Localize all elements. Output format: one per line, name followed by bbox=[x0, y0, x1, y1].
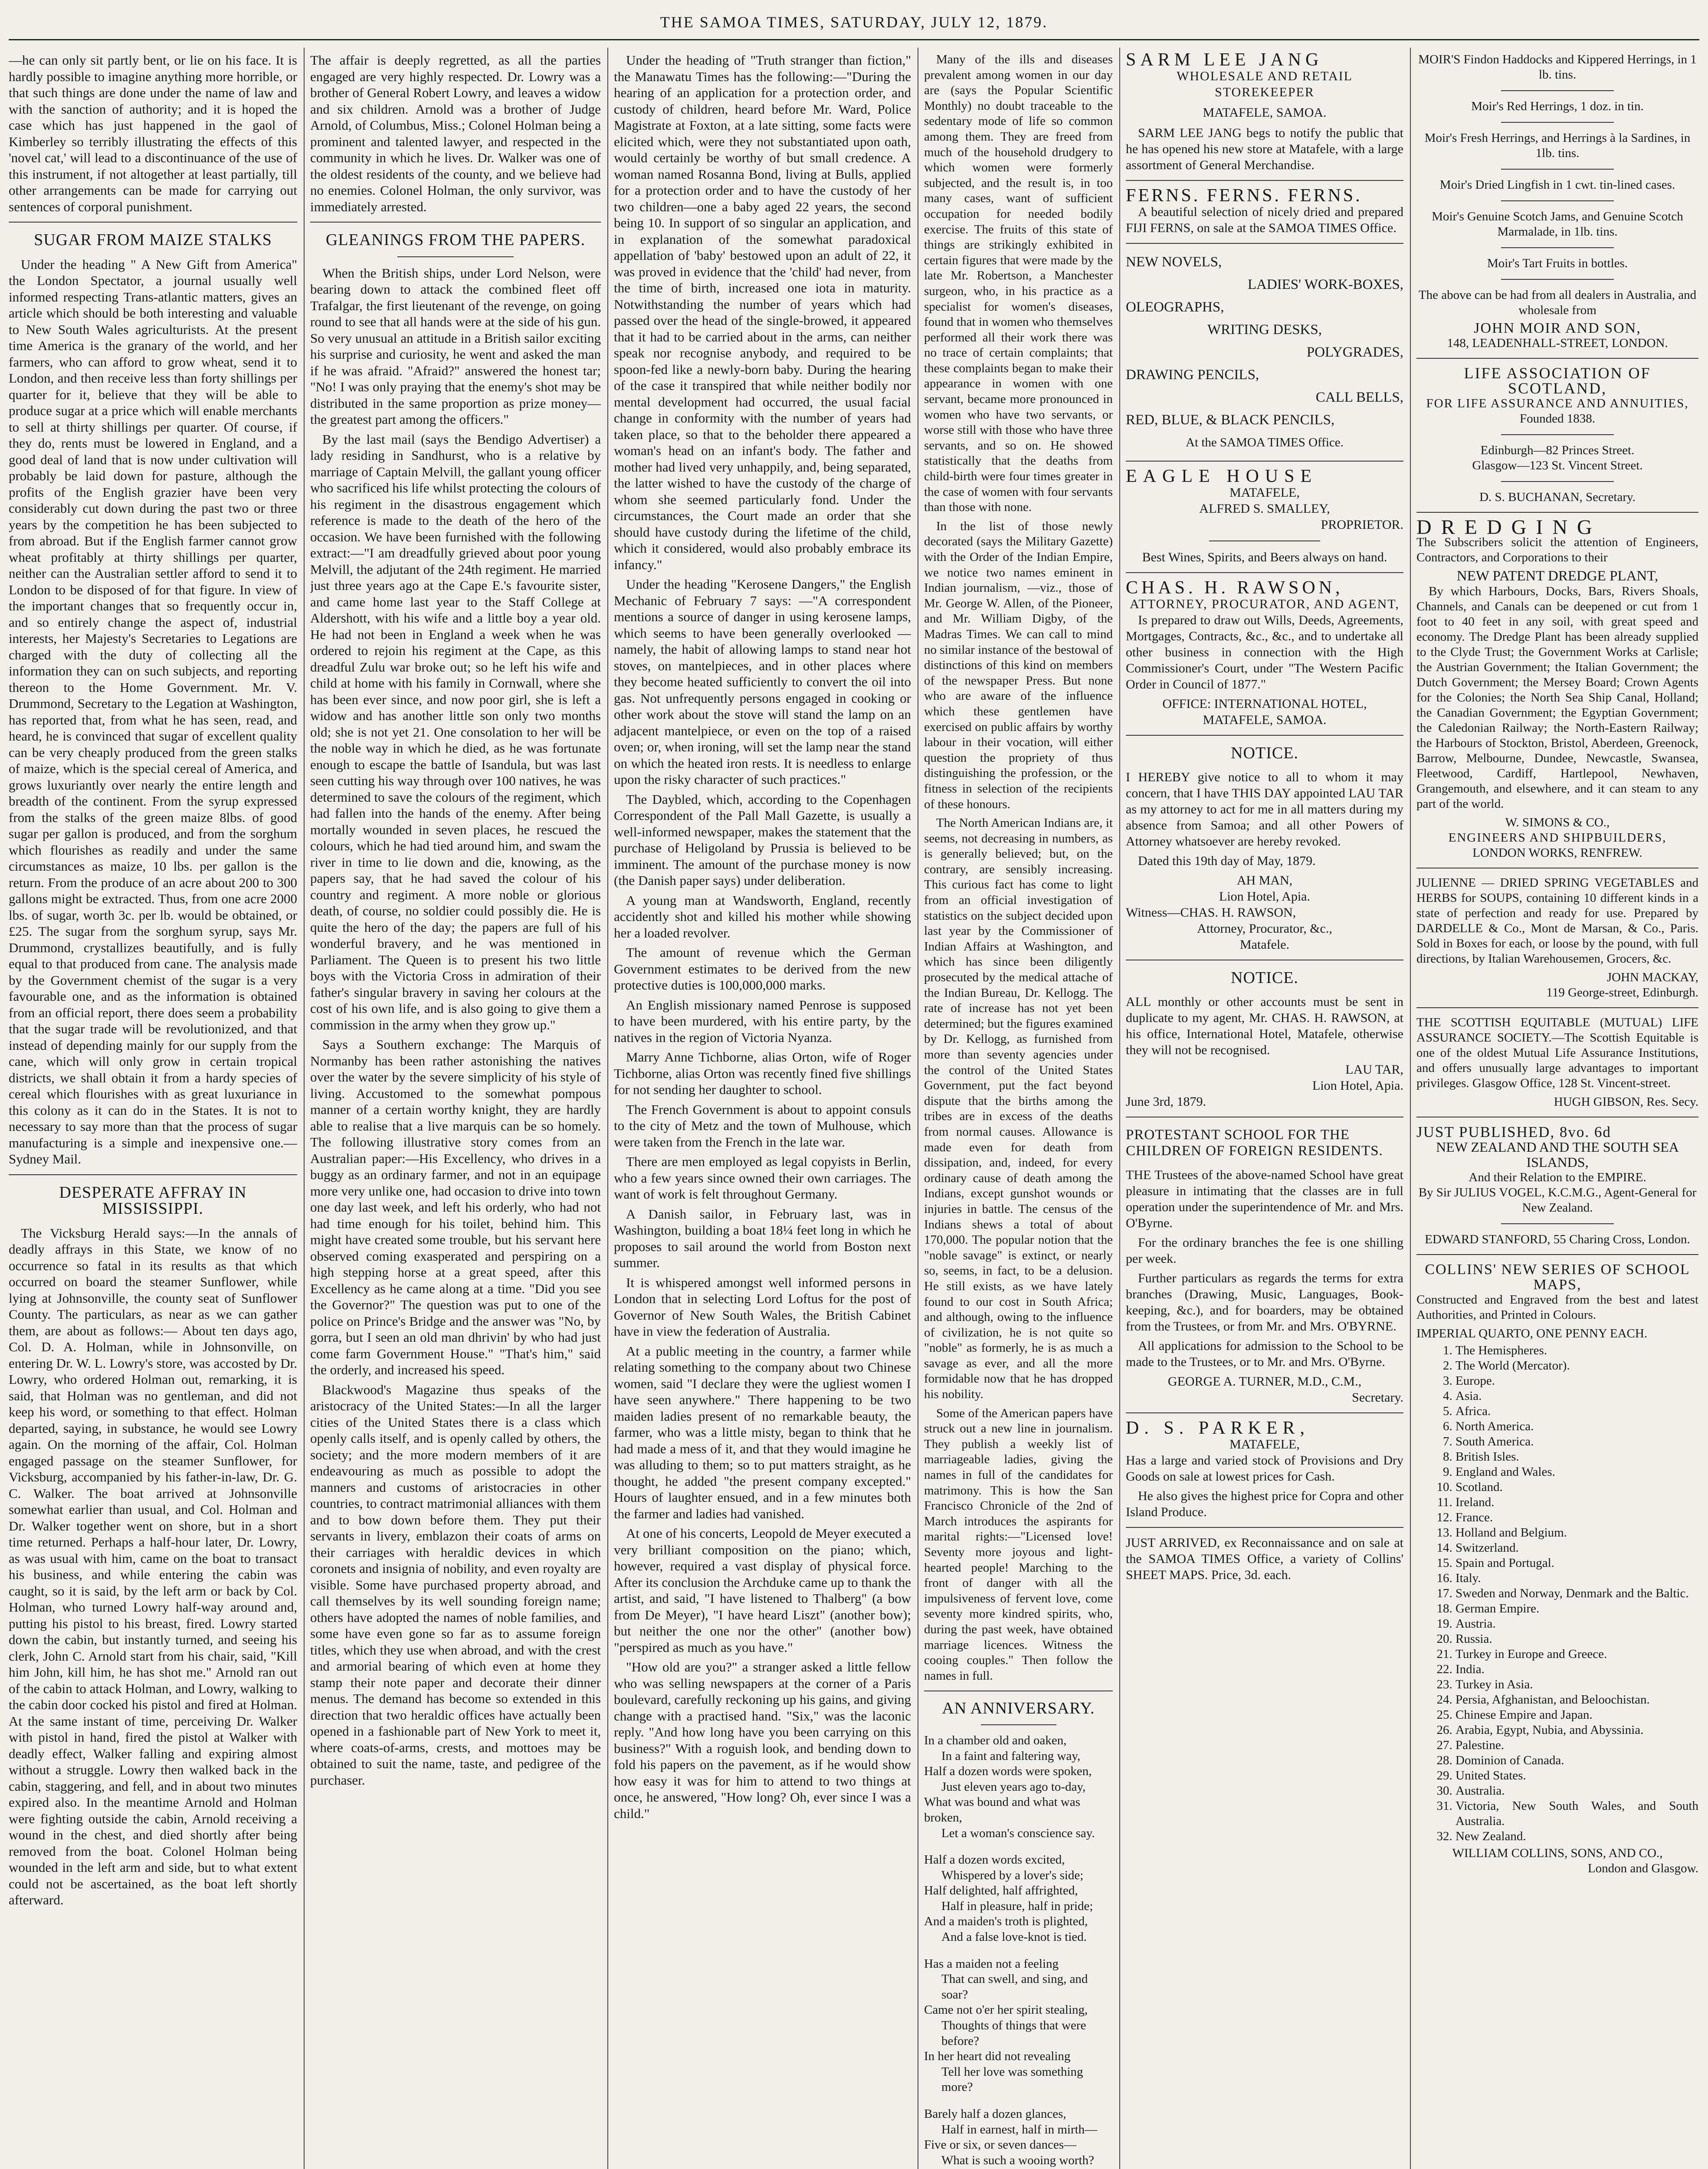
ad-body: Is prepared to draw out Wills, Deeds, Agreements, Mortgages, Contracts, &c., &c., and to undertake all other business in connection with the High Commissioner's Court, under "The Western Pacific Order in Council of 1877." bbox=[1126, 613, 1403, 691]
divider bbox=[1501, 1223, 1614, 1224]
ad-line: CALL BELLS, bbox=[1315, 390, 1403, 405]
poem-line: And a false love-knot is tied. bbox=[941, 1930, 1087, 1944]
ad-line: June 3rd, 1879. bbox=[1126, 1094, 1206, 1109]
ad-line: IMPERIAL QUARTO, ONE PENNY EACH. bbox=[1416, 1327, 1648, 1340]
map-list bbox=[1416, 1343, 1698, 1844]
article-paragraph: The affair is deeply regretted, as all the parties engaged are very highly respected. Dr. Lowry was a brother of General Robert Lowry, and leaves a widow and six children. Arnold was a brother of Judge Arnold, of Columbus, Miss.; Colonel Holman being a prominent and talented lawyer, and respected in the community in which he lives. Dr. Walker was one of the oldest residents of the county, and we believe had no enemies. Colonel Holman, the only survivor, was immediately arrested. bbox=[310, 52, 601, 214]
poem-line: Thoughts of things that were before? bbox=[941, 2018, 1086, 2048]
masthead-rule bbox=[9, 39, 1699, 40]
divider bbox=[1126, 735, 1403, 736]
article-paragraph: It is whispered amongst well informed persons in London that in selecting Lord Loftus for the post of Governor of New South Wales, the British Cabinet have in view the federation of Australia. bbox=[614, 1275, 911, 1339]
ad-subtitle: WHOLESALE AND RETAIL STOREKEEPER bbox=[1177, 69, 1353, 99]
poem-line: In her heart did not revealing bbox=[924, 2049, 1071, 2064]
poem bbox=[924, 1733, 1113, 2169]
divider bbox=[9, 222, 297, 223]
article-paragraph: Under the heading " A New Gift from America" the London Spectator, a journal usually well informed respecting Trans-atlantic matters, gives an article which should be both interesting and valuable to New South Wales agriculturists. At the present time America is the granary of the world, and her farmers, who can afford to grow wheat, send it to London, and then receive less than forty shillings per quarter for it, believe that they will be able to produce sugar at a price which will enable merchants to sell at thirty shillings per quarter. Of course, if they do, rents must be lowered in England, and a good deal of land that is now under cultivation will probably be laid down for pasture, although the profits of the English grazier have been very considerably cut down during the past two or three years by the competition he has been subjected to from abroad. But if the English farmer cannot grow wheat profitably at thirty shillings per quarter, neither can the Australian settler afford to send it to London to be disposed of for that figure. In view of the important changes that so frequently occur in, and so entirely change the aspect of, industrial interests, her Majesty's Secretaries to Legations are charged with the duty of collecting all the information they can on such subjects, and reporting thereon to the Home Government. Mr. V. Drummond, Secretary to the Legation at Washington, has reported that, from what he has seen, read, and heard, he is convinced that sugar of excellent quality can be very cheaply produced from the green stalks of maize, which is the special cereal of America, and grows luxuriantly over nearly the entire length and breadth of the continent. From the syrup expressed from the stalks of the green maize 8lbs. of good sugar per gallon is produced, and from the sorghum which flourishes as readily and under the same circumstances as maize, 10 lbs. per gallon is the return. From the produce of an acre about 200 to 300 gallons might be extracted. Thus, from one acre 2000 lbs. of sugar, worth 3c. per lb. would be obtained, or £25. The sugar from the sorghum syrup, says Mr. Drummond, crystallizes beautifully, and is fully equal to that produced from cane. The analysis made by the Government chemist of the sugar is a very favourable one, and as the information is obtained from an official report, there does seem a probability that the sugar trade will be revolutionized, and that instead of depending mainly for our supply from the cane, which will only grow in certain tropical districts, we shall obtain it from a hardy species of cereal which flourishes with as great luxuriance in this colony as it can do in the States. It is not to necessary to say more than that the process of sugar manufacturing is a simple and inexpensive one.—Sydney Mail. bbox=[9, 256, 297, 1166]
list-item: 10. Scotland. bbox=[1456, 1480, 1698, 1495]
article-paragraph: There are men employed as legal copyists in Berlin, who a few years since owned their own carriages. The want of work is felt throughout Germany. bbox=[614, 1154, 911, 1202]
ad-life-association bbox=[1416, 366, 1698, 505]
poem-line: Half a dozen words excited, bbox=[924, 1853, 1065, 1867]
ad-line: W. SIMONS & CO., bbox=[1505, 816, 1610, 829]
article-paragraph: The amount of revenue which the German Government estimates to be derived from the new protective duties is 100,000,000 marks. bbox=[614, 945, 911, 993]
ad-line: Witness—CHAS. H. RAWSON, bbox=[1126, 905, 1296, 920]
ad-stationery bbox=[1126, 251, 1403, 454]
poem-line: What was bound and what was broken, bbox=[924, 1795, 1080, 1825]
column-6-ads bbox=[1416, 52, 1698, 2169]
article-paragraph: The Daybled, which, according to the Copenhagen Correspondent of the Pall Mall Gazette, is usually a well-informed newspaper, makes the statement that the purchase of Heligoland by Prussia is believed to be imminent. The amount of the purchase money is now (the Danish paper says) under deliberation. bbox=[614, 791, 911, 888]
ad-body: The Subscribers solicit the attention of Engineers, Contractors, and Corporations to their bbox=[1416, 535, 1698, 564]
poem-line: Half a dozen words were spoken, bbox=[924, 1764, 1092, 1779]
ad-line: Lion Hotel, Apia. bbox=[1312, 1078, 1403, 1093]
ad-line: 119 George-street, Edinburgh. bbox=[1546, 986, 1698, 999]
ad-line: JOHN MOIR AND SON, bbox=[1474, 320, 1641, 336]
ad-line: MOIR'S Findon Haddocks and Kippered Herrings, in 1 lb. tins. bbox=[1418, 52, 1697, 82]
ad-line: And their Relation to the EMPIRE. bbox=[1469, 1170, 1646, 1184]
ad-title: FERNS. FERNS. FERNS. bbox=[1126, 186, 1362, 206]
ad-line: 148, LEADENHALL-STREET, LONDON. bbox=[1447, 336, 1668, 350]
ad-line: D. S. BUCHANAN, Secretary. bbox=[1479, 490, 1636, 504]
ad-eagle-house bbox=[1126, 466, 1403, 565]
ad-subtitle: ATTORNEY, PROCURATOR, AND AGENT, bbox=[1130, 597, 1400, 611]
divider bbox=[1416, 512, 1698, 513]
list-item: 32. New Zealand. bbox=[1456, 1829, 1698, 1844]
ad-title: EAGLE HOUSE bbox=[1126, 466, 1318, 486]
list-item: 23. Turkey in Asia. bbox=[1456, 1677, 1698, 1692]
ad-line: LADIES' WORK-BOXES, bbox=[1247, 277, 1403, 292]
list-item: 4. Asia. bbox=[1456, 1389, 1698, 1404]
article-paragraph: Under the heading of "Truth stranger than fiction," the Manawatu Times has the following:—"During the hearing of an application for a protection order, and custody of children, heard before Mr. Ward, Police Magistrate at Foxton, at a late sitting, some facts were elicited which, were they not substantiated upon oath, would certainly be worthy of but small credence. A woman named Rosanna Bond, living at Bulls, applied for a protection order and to have the custody of her two children—one a baby aged 22 years, the second being 10. In support of so singular an application, and in explanation of the somewhat paradoxical appellation of 'baby' bestowed upon an adult of 22, it was proved in evidence that the 'child' had never, from the time of birth, increased one iota in maturity. Notwithstanding the number of years which had passed over the head of the single-browed, it appeared that it had to be carried about in the arms, can neither speak nor recognise anybody, and required to be spoon-fed like a newly-born baby. During the hearing of the case it transpired that while neither bodily nor mental development had occurred, the usual facial change in conformity with the number of years had taken place, so that to the beholder there appeared a woman's head on an infant's body. The father and mother had lived very unhappily, and, being separated, the latter wished to have the custody of the charge of whom she seemed particularly fond. Under the circumstances, the Court made an order that she should have custody during the lifetime of the child, which it considered, would also probably embrace its infancy." bbox=[614, 52, 911, 572]
ad-signature: AH MAN, bbox=[1236, 873, 1293, 888]
poem-line: Half in earnest, half in mirth— bbox=[941, 2122, 1098, 2136]
list-item: 8. British Isles. bbox=[1456, 1449, 1698, 1465]
poem-line: What is such a wooing worth? bbox=[941, 2153, 1094, 2167]
ad-ferns bbox=[1126, 188, 1403, 236]
divider bbox=[310, 222, 601, 223]
article-paragraph: An English missionary named Penrose is supposed to have been murdered, with his entire party, by the natives in the region of Victoria Nyanza. bbox=[614, 997, 911, 1045]
article-paragraph: Many of the ills and diseases prevalent among women in our day are (says the Popular Scientific Monthly) no doubt traceable to the sedentary mode of life so common among them. They are freed from much of the household drudgery to which women were formerly subjected, and the result is, in too many cases, want of sufficient occupation for needed bodily exercise. The fruits of this state of things are strikingly exhibited in certain figures that were made by the late Mr. Robertson, a Manchester surgeon, who, in his practice as a specialist for women's diseases, found that in women who themselves performed all their work there was no trace of certain complaints; that these complaints began to make their appearance in women with one servant, became more pronounced in women who have two servants, or worse still with those who have three servants, and so on. He showed statistically that the deaths from child-birth were four times greater in the case of women with four servants than those with none. bbox=[924, 52, 1113, 514]
list-item: 22. India. bbox=[1456, 1662, 1698, 1677]
list-item: 13. Holland and Belgium. bbox=[1456, 1525, 1698, 1540]
article-paragraph: Says a Southern exchange: The Marquis of Normanby has been rather astonishing the natives over the water by the severe simplicity of his style of living. Accustomed to the somewhat pompous manner of a certain worthy knight, they are hardly able to realise that a live marquis can be so homely. The following illustrative story comes from an Australian paper:—His Excellency, who drives in a buggy as an ordinary farmer, and not in an equipage more very unlike one, had occasion to drive into town one day last week, and left his orderly, who had not had time enough for his toilet, behind him. This might have created some trouble, but his servant here observed coming exasperated and perspiring on a high stepping horse at a great speed, after this Excellency as he came along at a time. "Did you see the Governor?" The question was put to one of the police on Prince's Bridge and the answer was "No, by gorra, but I seen an old man dhrivin' by who had just come farm Government House." "That's him," said the orderly, and increased his speed. bbox=[310, 1037, 601, 1377]
ad-line: Edinburgh—82 Princes Street. bbox=[1480, 443, 1635, 457]
ad-line: By Sir JULIUS VOGEL, K.C.M.G., Agent-General for New Zealand. bbox=[1418, 1186, 1697, 1215]
article-paragraph: Under the heading "Kerosene Dangers," the English Mechanic of February 7 says: —"A correspondent mentions a source of danger in using kerosene lamps, which seems to have been generally overlooked —namely, the habit of allowing lamps to stand near hot stoves, on mantelpieces, and in other places where they become heated sufficiently to convert the oil into gas. Not unfrequently persons engaged in cooking or other work about the stove will stand the lamp on an adjacent mantelpiece, or even on the top of a raised oven; or, when ironing, will set the lamp near the stand on which the heated iron rests. It is needless to enlarge upon the risky character of such practices." bbox=[614, 577, 911, 787]
ad-body: For the ordinary branches the fee is one shilling per week. bbox=[1126, 1235, 1403, 1266]
article-paragraph: The North American Indians are, it seems, not decreasing in numbers, as is generally believed; but, on the contrary, are sensibly increasing. This curious fact has come to light from an official investigation of statistics on the subject decided upon last year by the Commissioner of Indian Affairs at Washington, and which has since been diligently prosecuted by the medical attache of the Indian Bureau, Dr. Kellogg. The rate of increase has not yet been determined; but the figures examined by Dr. Kellogg, as furnished from more than seventy agencies under the control of the United States Government, put the fact beyond dispute that the births among the tribes are in excess of the deaths from normal causes. Allowance is made even for death from dissipation, and, indeed, for every ordinary cause of death among the Indians, except gunshot wounds or injuries in battle. The census of the Indians shews a total of about 170,000. The popular notion that the "noble savage" is extinct, or nearly so, seems, in fact, to be a delusion. He still exists, as we have lately found to our cost in South Africa; and although, owing to the influence of civilization, he is not quite so "noble" as formerly, he is as much a savage as ever, and all the more formidable now that he has dropped his nobility. bbox=[924, 816, 1113, 1402]
ad-body: THE Trustees of the above-named School have great pleasure in intimating that the classes are in full operation under the superintendence of Mr. and Mrs. O'Byrne. bbox=[1126, 1168, 1403, 1230]
divider bbox=[1501, 279, 1614, 280]
column-3 bbox=[614, 52, 911, 2169]
ad-signature: HUGH GIBSON, Res. Secy. bbox=[1554, 1095, 1698, 1109]
ad-body: JULIENNE — DRIED SPRING VEGETABLES and HERBS for SOUPS, containing 10 different kinds in a state of perfection and ready for use. Prepared by DARDELLE & Co., Mont de Marsan, & Co., Paris. Sold in Boxes for each, or loose by the pound, with full directions, by Italian Warehousemen, Grocers, &c. bbox=[1416, 876, 1698, 966]
ad-line: Glasgow—123 St. Vincent Street. bbox=[1472, 459, 1643, 472]
ad-body: Best Wines, Spirits, and Beers always on hand. bbox=[1142, 550, 1387, 564]
list-item: 30. Australia. bbox=[1456, 1783, 1698, 1799]
divider bbox=[1501, 481, 1614, 482]
ad-place: MATAFELE, SAMOA. bbox=[1203, 105, 1327, 120]
poem-line: Half in pleasure, half in pride; bbox=[941, 1899, 1093, 1913]
ad-just-published bbox=[1416, 1124, 1698, 1247]
article-paragraph: A Danish sailor, in February last, was in Washington, building a boat 18¼ feet long in which he proposes to sail around the world from Boston next summer. bbox=[614, 1206, 911, 1270]
list-item: 15. Spain and Portugal. bbox=[1456, 1556, 1698, 1571]
list-item: 6. North America. bbox=[1456, 1419, 1698, 1434]
list-item: 29. United States. bbox=[1456, 1768, 1698, 1783]
ad-title: NOTICE. bbox=[1231, 969, 1298, 987]
article-paragraph: In the list of those newly decorated (says the Military Gazette) with the Order of the Indian Empire, we notice two names eminent in Indian journalism, —viz., those of Mr. George W. Allen, of the Pioneer, and Mr. William Digby, of the Madras Times. We can call to mind no similar instance of the bestowal of distinctions of this kind on members of the newspaper Press. But none who are aware of the influence which these gentlemen have exercised on public affairs by worthy labour in their vocation, will either question the propriety of thus distinguishing the profession, or the fitness in selection of the recipients of these honours. bbox=[924, 519, 1113, 811]
list-item: 24. Persia, Afghanistan, and Beloochistan. bbox=[1456, 1692, 1698, 1707]
divider bbox=[1501, 169, 1614, 170]
ad-line: MATAFELE, bbox=[1229, 485, 1300, 500]
ad-signature: GEORGE A. TURNER, M.D., C.M., bbox=[1167, 1374, 1362, 1389]
poem-line: Let a woman's conscience say. bbox=[941, 1826, 1095, 1840]
ad-body: Further particulars as regards the terms for extra branches (Drawing, Music, Languages, Book-keeping, &c.), and for boarders, may be obtained from the Trustees, or from Mr. and Mrs. O'BYRNE. bbox=[1126, 1271, 1403, 1334]
article-paragraph: "How old are you?" a stranger asked a little fellow who was selling newspapers at the corner of a Paris boulevard, carefully reckoning up his gains, and giving change with a practised hand. "Six," was the laconic reply. "And how long have you been carrying on this business?" With a roguish look, and bending down to fold his papers on the pavement, as if he would show how easy it was for him to attend to two things at once, he answered, "How long? Oh, ever since I was a child." bbox=[614, 1659, 911, 1821]
list-item: 18. German Empire. bbox=[1456, 1601, 1698, 1616]
ad-line: Moir's Fresh Herrings, and Herrings à la Sardines, in 1lb. tins. bbox=[1424, 131, 1691, 160]
ad-line: Moir's Dried Lingfish in 1 cwt. tin-lined cases. bbox=[1439, 178, 1675, 192]
ad-title: LIFE ASSOCIATION OF SCOTLAND, bbox=[1464, 364, 1651, 397]
divider bbox=[1126, 1527, 1403, 1528]
ad-subtitle: NEW PATENT DREDGE PLANT, bbox=[1456, 568, 1659, 584]
poem-line: Tell her love was something more? bbox=[941, 2064, 1083, 2094]
list-item: 21. Turkey in Europe and Greece. bbox=[1456, 1647, 1698, 1662]
ad-line: NEW NOVELS, bbox=[1126, 254, 1222, 270]
list-item: 2. The World (Mercator). bbox=[1456, 1358, 1698, 1373]
ad-line: OFFICE: INTERNATIONAL HOTEL, bbox=[1162, 697, 1367, 711]
ad-line: ENGINEERS AND SHIPBUILDERS, bbox=[1448, 831, 1667, 845]
ad-school bbox=[1126, 1127, 1403, 1406]
poem-line: Barely half a dozen glances, bbox=[924, 2107, 1066, 2121]
ad-line: WRITING DESKS, bbox=[1207, 322, 1322, 337]
ad-collins-maps bbox=[1416, 1262, 1698, 1876]
article-paragraph: Blackwood's Magazine thus speaks of the aristocracy of the United States:—In all the larger cities of the United States there is a class which openly calls itself, and is openly called by others, the society; and the more modern members of it are endeavouring as much as possible to adopt the manners and customs of aristocracies in other countries, to contract matrimonial alliances with them and to bow down before them. They put their servants in livery, emblazon their coats of arms on their carriages with heraldic devices in which coronets and insignia of nobility, and even royalty are visible. Some have purchased property abroad, and call themselves by its well sounding foreign name; others have adopted the names of noble families, and some have even gone so far as to assume foreign titles, which they use when abroad, and with the crest and armorial bearing of which even at home they stamp their note paper and decorate their dinner menus. The demand has become so extended in this direction that two heraldic offices have actually been opened in a fashionable part of New York to meet it, where coats-of-arms, crests, and mottoes may be obtained to suit the name, taste, and pedigree of the purchaser. bbox=[310, 1382, 601, 1788]
list-item: 25. Chinese Empire and Japan. bbox=[1456, 1707, 1698, 1723]
ad-rawson bbox=[1126, 580, 1403, 728]
ad-line: Attorney, Procurator, &c., bbox=[1197, 921, 1332, 936]
divider bbox=[1126, 243, 1403, 244]
ad-title: D. S. PARKER, bbox=[1126, 1418, 1310, 1438]
divider bbox=[1501, 90, 1614, 91]
ad-line: MATAFELE, bbox=[1229, 1437, 1300, 1451]
ad-sarm-lee-jang bbox=[1126, 52, 1403, 173]
poem-line: Five or six, or seven dances— bbox=[924, 2138, 1077, 2152]
ad-title: NOTICE. bbox=[1231, 744, 1298, 762]
list-item: 7. South America. bbox=[1456, 1434, 1698, 1449]
list-item: 11. Ireland. bbox=[1456, 1495, 1698, 1510]
ad-parker bbox=[1126, 1420, 1403, 1520]
article-paragraph: A young man at Wandsworth, England, recently accidently shot and killed his mother while showing her a loaded revolver. bbox=[614, 892, 911, 940]
ad-line: NEW ZEALAND AND THE SOUTH SEA ISLANDS, bbox=[1436, 1139, 1679, 1170]
poem-line: Whispered by a lover's side; bbox=[941, 1868, 1084, 1882]
divider bbox=[1416, 1254, 1698, 1255]
list-item: 20. Russia. bbox=[1456, 1632, 1698, 1647]
divider bbox=[1126, 572, 1403, 573]
ad-notice-2 bbox=[1126, 970, 1403, 1110]
column-divider bbox=[304, 48, 305, 2169]
article-heading: GLEANINGS FROM THE PAPERS. bbox=[325, 231, 586, 249]
list-item: 12. France. bbox=[1456, 1510, 1698, 1525]
ad-body: Has a large and varied stock of Provisions and Dry Goods on sale at lowest prices for Cash. bbox=[1126, 1453, 1403, 1484]
list-item: 3. Europe. bbox=[1456, 1373, 1698, 1389]
poem-stanza bbox=[924, 1733, 1113, 1841]
ad-body: He also gives the highest price for Copra and other Island Produce. bbox=[1126, 1489, 1403, 1519]
list-item: 14. Switzerland. bbox=[1456, 1540, 1698, 1556]
divider bbox=[1501, 434, 1614, 435]
divider bbox=[397, 256, 514, 257]
article-heading: DESPERATE AFFRAY IN MISSISSIPPI. bbox=[59, 1183, 247, 1218]
column-4 bbox=[924, 52, 1113, 2169]
article-paragraph: —he can only sit partly bent, or lie on his face. It is hardly possible to imagine anything more horrible, or that such things are done under the name of law and with the sanction of authority; and it is hoped the case which has just happened in the gaol of Kimberley so terribly illustrating the effects of this 'novel cat,' will lead to a discontinuance of the use of this instrument, if not altogether at least partially, till other arrangements can be made for carrying out sentences of corporal punishment. bbox=[9, 52, 297, 214]
ad-title: CHAS. H. RAWSON, bbox=[1126, 578, 1344, 598]
article-paragraph: The French Government is about to appoint consuls to the city of Metz and the town of Mulhouse, which were taken from the French in the late war. bbox=[614, 1101, 911, 1150]
poem-line: And a maiden's troth is plighted, bbox=[924, 1914, 1088, 1929]
list-item: 28. Dominion of Canada. bbox=[1456, 1753, 1698, 1768]
article-paragraph: Some of the American papers have struck out a new line in journalism. They publish a weekly list of marriageable ladies, giving the names in full of the candidates for matrimony. This is how the San Francisco Chronicle of the 2nd of March introduces the aspirants for marital rights:—"Licensed love! Seventy more joyous and light-hearted people! Marching to the front of danger with all the impulsiveness of fervent love, come seventy more kindred spirits, who, during the past week, have obtained marriage licences. Witness the cooing couples." Then follow the names in full. bbox=[924, 1406, 1113, 1683]
list-item: 26. Arabia, Egypt, Nubia, and Abyssinia. bbox=[1456, 1723, 1698, 1738]
list-item: 5. Africa. bbox=[1456, 1404, 1698, 1419]
article-paragraph: The Vicksburg Herald says:—In the annals of deadly affrays in this State, we know of no occurrence so fatal in its results as that which occurred on board the steamer Sunflower, while lying at Johnsonville, the county seat of Sunflower County. The particulars, as near as we can gather them, are about as follows:— About ten days ago, Col. D. A. Holman, while in Johnsonville, on entering Dr. W. L. Lowry's store, was accosted by Dr. Lowry, who ordered Holman out, remarking, it is said, that Holman was no gentleman, and did not keep his word, or something to that effect. Holman departed, saying, in substance, he would see Lowry again. On the morning of the affair, Col. Holman engaged passage on the steamer Sunflower, for Vicksburg, accompanied by his father-in-law, Dr. G. C. Walker. The boat arrived at Johnsonville somewhat earlier than usual, and Col. Holman and Dr. Walker together went on shore, but in a short time returned. Perhaps a half-hour later, Dr. Lowry, as was usual with him, came on the boat to transact his business, and while entering the cabin was caught, so it is said, by the left arm or back by Col. Holman, who turned Lowry half-way around and, putting his pistol to his breast, fired. Lowry started down the cabin, but instantly turned, and seeing his clerk, John C. Arnold start from his chair, said, "Kill him John, kill him, he has shot me." Arnold ran out of the cabin to attack Holman, and Lowry, walking to the cabin door cocked his pistol and fired at Holman. At the same instant of time, perceiving Dr. Walker with pistol in hand, fired the pistol at Walker with deadly effect, Walker falling and expiring almost without a struggle. Lowry then walked back in the cabin, staggering, and fell, and in about two minutes expired also. In the meantime Arnold and Holman were fighting outside the cabin, Arnold receiving a wound in the chest, and died shortly after being removed from the boat. Colonel Holman being wounded in the left arm and side, but to what extent could not be ascertained, as the boat left shortly afterward. bbox=[9, 1225, 297, 1907]
ad-line: PROPRIETOR. bbox=[1321, 518, 1403, 532]
article-paragraph: At a public meeting in the country, a farmer while relating something to the company about two Chinese women, said "I declare they were the ugliest women I have seen anywhere." There happening to be two maiden ladies present of no remarkable beauty, the farmer, who was a little misty, began to think that he had made a mess of it, and that they would imagine he was alluding to them; so to put matters straight, as he thought, he added "the present company excepted." Hours of laughter ensued, and in a few minutes both the farmer and ladies had vanished. bbox=[614, 1343, 911, 1521]
column-2 bbox=[310, 52, 601, 2169]
column-1 bbox=[9, 52, 297, 2169]
article-paragraph: Marry Anne Tichborne, alias Orton, wife of Roger Tichborne, alias Orton was recently fined five shillings for not sending her daughter to school. bbox=[614, 1049, 911, 1097]
divider bbox=[981, 1724, 1056, 1725]
ad-line: Secretary. bbox=[1352, 1390, 1403, 1405]
divider bbox=[1126, 461, 1403, 462]
ad-line: The above can be had from all dealers in Australia, and wholesale from bbox=[1418, 288, 1697, 317]
ad-line: At the SAMOA TIMES Office. bbox=[1186, 436, 1344, 449]
divider bbox=[1501, 200, 1614, 201]
poem-line: That can swell, and sing, and soar? bbox=[941, 1972, 1088, 2002]
poem-stanza bbox=[924, 1852, 1113, 1945]
poem-line: Has a maiden not a feeling bbox=[924, 1956, 1059, 1971]
ad-title: SARM LEE JANG bbox=[1126, 52, 1323, 70]
column-divider bbox=[607, 48, 608, 2169]
column-divider bbox=[1410, 48, 1411, 2169]
divider bbox=[1501, 247, 1614, 248]
ad-signature: JOHN MACKAY, bbox=[1606, 970, 1698, 984]
ad-body: I HEREBY give notice to all to whom it may concern, that I have THIS DAY appointed LAU TAR as my attorney to act for me in all matters during my absence from Samoa; and all other Powers of Attorney whatsoever are hereby revoked. bbox=[1126, 770, 1403, 849]
list-item: 16. Italy. bbox=[1456, 1571, 1698, 1586]
list-item: 17. Sweden and Norway, Denmark and the Baltic. bbox=[1456, 1586, 1698, 1601]
ad-julienne bbox=[1416, 875, 1698, 1000]
divider bbox=[1126, 180, 1403, 181]
ad-line: Matafele. bbox=[1239, 937, 1290, 952]
ad-body: A beautiful selection of nicely dried and prepared FIJI FERNS, on sale at the SAMOA TIMES Office. bbox=[1126, 205, 1403, 235]
ad-body: By which Harbours, Docks, Bars, Rivers Shoals, Channels, and Canals can be deepened or cut from 1 foot to 40 feet in any soil, with great speed and economy. The Dredge Plant has been already supplied to the Clyde Trust; the Government Works at Carlisle; the Austrian Government; the Italian Government; the Dutch Government; the Mersey Board; Crown Agents for the Colonies; the North Sea Ship Canal, Holland; the Canadian Government; the Egyptian Government; the Caledonian Railway; the North-Eastern Railway; the Harbours of Stockton, Bristol, Aberdeen, Greenock, Barrow, Melbourne, Dundee, Newcastle, Swansea, Fleetwood, Cardiff, Hartlepool, Newhaven, Grangemouth, and elsewhere, and it can steam to any part of the world. bbox=[1416, 584, 1698, 811]
ad-line: Lion Hotel, Apia. bbox=[1219, 889, 1310, 904]
list-item: 1. The Hemispheres. bbox=[1456, 1343, 1698, 1358]
article-heading: SUGAR FROM MAIZE STALKS bbox=[34, 231, 272, 249]
ad-signature: LAU TAR, bbox=[1345, 1062, 1403, 1077]
ad-line: RED, BLUE, & BLACK PENCILS, bbox=[1126, 412, 1335, 428]
ad-notice-1 bbox=[1126, 745, 1403, 953]
poem-stanza bbox=[924, 1956, 1113, 2095]
article-paragraph: At one of his concerts, Leopold de Meyer executed a very brilliant composition on the piano; which, however, required a vast display of physical force. After its conclusion the Archduke came up to thank the artist, and said, "I have listened to Thalberg" (a bow from De Meyer), "I have heard Liszt" (another bow); but neither the one nor the other" (another bow) "perspired as much as you have." bbox=[614, 1526, 911, 1655]
ad-line: Moir's Red Herrings, 1 doz. in tin. bbox=[1471, 99, 1644, 113]
article-paragraph: When the British ships, under Lord Nelson, were bearing down to attack the combined fleet off Trafalgar, the first lieutenant of the revenge, on going round to see that all hands were at the side of his gun. So very unusual an attitude in a British sailor exciting his surprise and curiosity, he went and asked the man if he was afraid. "Afraid?" answered the honest tar; "No! I was only praying that the enemy's shot may be distributed in the same proportion as prize money—the greatest part among the officers." bbox=[310, 265, 601, 427]
ad-line: EDWARD STANFORD, 55 Charing Cross, London. bbox=[1425, 1232, 1690, 1246]
ad-body: All applications for admission to the School to be made to the Trustees, or to Mr. and Mrs. O'Byrne. bbox=[1126, 1339, 1403, 1369]
divider bbox=[1126, 1412, 1403, 1413]
poem-title: AN ANNIVERSARY. bbox=[942, 1699, 1095, 1718]
ad-line: ALFRED S. SMALLEY, bbox=[1199, 501, 1330, 516]
ad-title: JUST PUBLISHED, 8vo. 6d bbox=[1416, 1124, 1611, 1140]
list-item: 31. Victoria, New South Wales, and South Australia. bbox=[1456, 1799, 1698, 1829]
masthead: THE SAMOA TIMES, SATURDAY, JULY 12, 1879. bbox=[660, 13, 1048, 31]
divider bbox=[1416, 358, 1698, 359]
poem-line: Half delighted, half affrighted, bbox=[924, 1884, 1078, 1898]
poem-line: Just eleven years ago to-day, bbox=[941, 1779, 1086, 1794]
ad-line: Moir's Tart Fruits in bottles. bbox=[1487, 256, 1628, 270]
list-item: 9. England and Wales. bbox=[1456, 1465, 1698, 1480]
ad-body: ALL monthly or other accounts must be sent in duplicate to my agent, Mr. CHAS. H. RAWSON, at his office, International Hotel, Matafele, otherwise they will not be recognised. bbox=[1126, 995, 1403, 1057]
ad-title: COLLINS' NEW SERIES OF SCHOOL MAPS, bbox=[1425, 1261, 1690, 1293]
poem-line: In a chamber old and oaken, bbox=[924, 1733, 1067, 1747]
ad-line: Dated this 19th day of May, 1879. bbox=[1138, 854, 1316, 868]
ad-dredging bbox=[1416, 516, 1698, 861]
ad-line: LONDON WORKS, RENFREW. bbox=[1472, 846, 1642, 860]
poem-line: Came not o'er her spirit stealing, bbox=[924, 2003, 1088, 2017]
ad-title: PROTESTANT SCHOOL FOR THE CHILDREN OF FOREIGN RESIDENTS. bbox=[1126, 1127, 1383, 1159]
poem-line: In a faint and faltering way, bbox=[941, 1749, 1081, 1763]
divider bbox=[1501, 122, 1614, 123]
poem-stanza bbox=[924, 2107, 1113, 2169]
divider bbox=[1416, 1007, 1698, 1008]
ad-body: THE SCOTTISH EQUITABLE (MUTUAL) LIFE ASSURANCE SOCIETY.—The Scottish Equitable is one of the oldest Mutual Life Assurance Institutions, and offers unusually large advantages to important privileges. Glasgow Office, 128 St. Vincent-street. bbox=[1416, 1016, 1698, 1090]
ad-body: Constructed and Engraved from the best and latest Authorities, and Printed in Colours. bbox=[1416, 1293, 1698, 1322]
ad-line: Moir's Genuine Scotch Jams, and Genuine Scotch Marmalade, in 1lb. tins. bbox=[1432, 210, 1683, 239]
ad-signature: WILLIAM COLLINS, SONS, AND CO., bbox=[1452, 1846, 1663, 1860]
ad-line: POLYGRADES, bbox=[1306, 344, 1403, 360]
ad-title: DREDGING bbox=[1416, 516, 1602, 539]
divider bbox=[9, 1174, 297, 1175]
ad-line: London and Glasgow. bbox=[1587, 1861, 1698, 1875]
list-item: 27. Palestine. bbox=[1456, 1738, 1698, 1753]
ad-body: SARM LEE JANG begs to notify the public that he has opened his new store at Matafele, with a large assortment of General Merchandise. bbox=[1126, 126, 1403, 172]
ad-line: Founded 1838. bbox=[1520, 412, 1595, 426]
column-divider bbox=[1119, 48, 1120, 2169]
ad-moir bbox=[1416, 52, 1698, 351]
ad-subtitle: FOR LIFE ASSURANCE AND ANNUITIES, bbox=[1426, 396, 1689, 410]
article-paragraph: By the last mail (says the Bendigo Advertiser) a lady residing in Sandhurst, who is a relative by marriage of Captain Melvill, the gallant young officer who sacrificed his life whilst protecting the colours of his regiment in the disastrous engagement which reference is made to the death of the hero of the occasion. We have been furnished with the following extract:—"I am dreadfully grieved about poor young Melvill, the adjutant of the 24th regiment. He married just three years ago at the Cape E.'s favourite sister, and came home last year to the Staff College at Aldershott, with his wife and a little boy a year old. He had not been in England a week when he was ordered to rejoin his regiment at the Cape, as this dreadful Zulu war broke out; so he left his wife and child at home with his family in Cornwall, where she has been ever since, and now poor girl, she is left a widow and has another little son only two months old; she is not yet 21. One consolation to her will be the noble way in which he died, as he was fortunate enough to escape the battle of Isandula, but was last seen cutting his way through over 100 natives, he was determined to save the colours of the regiment, which had fallen into the hands of the enemy. After being mortally wounded in seven places, he rescued the colours, which he had tied around him, and swam the river in time to lie down and die, knowing, as the papers say, that he had saved the colour of his country and regiment. A more noble or glorious death, of course, no soldier could possibly die. He is quite the hero of the day; the papers are full of his wonderful bravery, and he was mentioned in Parliament. The Queen is to present his two little boys with the Victoria Cross in admiration of their father's singular bravery in saving her colours at the cost of his own life, and is also going to give them a commission in the army when they grow up." bbox=[310, 431, 601, 1032]
ad-scottish-equitable bbox=[1416, 1015, 1698, 1110]
list-item: 19. Austria. bbox=[1456, 1616, 1698, 1632]
ad-sheet-maps: JUST ARRIVED, ex Reconnaissance and on sale at the SAMOA TIMES Office, a variety of Collins' SHEET MAPS. Price, 3d. each. bbox=[1126, 1536, 1403, 1582]
column-5-ads bbox=[1126, 52, 1403, 2169]
ad-line: MATAFELE, SAMOA. bbox=[1203, 713, 1327, 727]
ad-line: DRAWING PENCILS, bbox=[1126, 367, 1259, 383]
ad-line: OLEOGRAPHS, bbox=[1126, 299, 1224, 315]
